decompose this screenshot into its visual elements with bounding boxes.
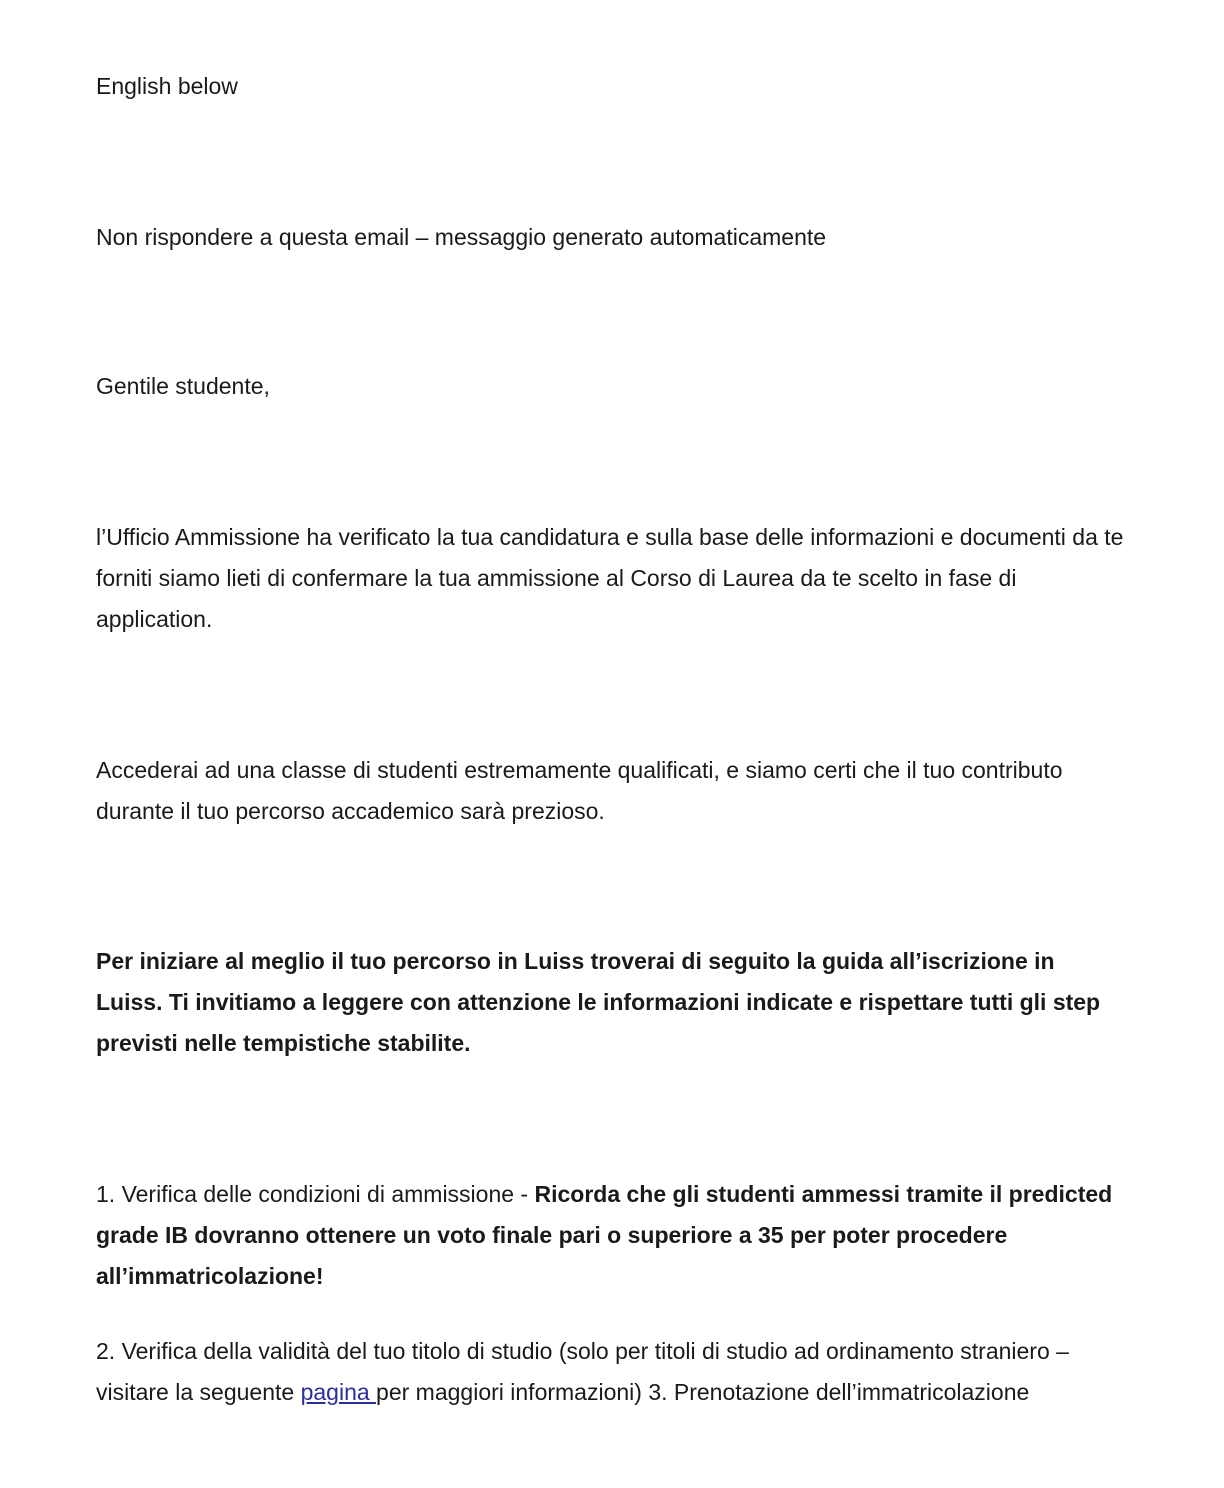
step-2-text-before-link: 2. Verifica della validità del tuo titolo di studio (solo per titoli di studio ad ordinamento straniero – visitare la seguente — [96, 1338, 1069, 1405]
step-2-text-after-link: per maggiori informazioni) 3. Prenotazione dell’immatricolazione — [376, 1379, 1030, 1405]
step-1-lead: 1. Verifica delle condizioni di ammissione - — [96, 1181, 535, 1207]
step-2-degree-validity — [96, 1331, 1126, 1413]
no-reply-notice: Non rispondere a questa email – messaggio generato automaticamente — [96, 224, 827, 250]
step-1-admission-conditions — [96, 1174, 1126, 1297]
greeting: Gentile studente, — [96, 373, 270, 399]
english-below-note: English below — [96, 73, 238, 99]
class-note-paragraph: Accederai ad una classe di studenti estremamente qualificati, e siamo certi che il tuo contributo durante il tuo percorso accademico sarà prezioso. — [96, 757, 1063, 824]
pagina-link[interactable]: pagina — [300, 1379, 377, 1405]
enrollment-guide-intro: Per iniziare al meglio il tuo percorso in Luiss troverai di seguito la guida all’iscrizione in Luiss. Ti invitiamo a leggere con attenzione le informazioni indicate e rispettare tutti gli step previsti nelle tempistiche stabilite. — [96, 948, 1101, 1056]
step-1-ib-grade-reminder: Ricorda che gli studenti ammessi tramite il predicted grade IB dovranno ottenere un voto finale pari o superiore a 35 per poter procedere all’immatricolazione! — [96, 1181, 1113, 1289]
admission-confirmation-paragraph: l’Ufficio Ammissione ha verificato la tua candidatura e sulla base delle informazioni e documenti da te forniti siamo lieti di confermare la tua ammissione al Corso di Laurea da te scelto in fase di application. — [96, 524, 1124, 632]
